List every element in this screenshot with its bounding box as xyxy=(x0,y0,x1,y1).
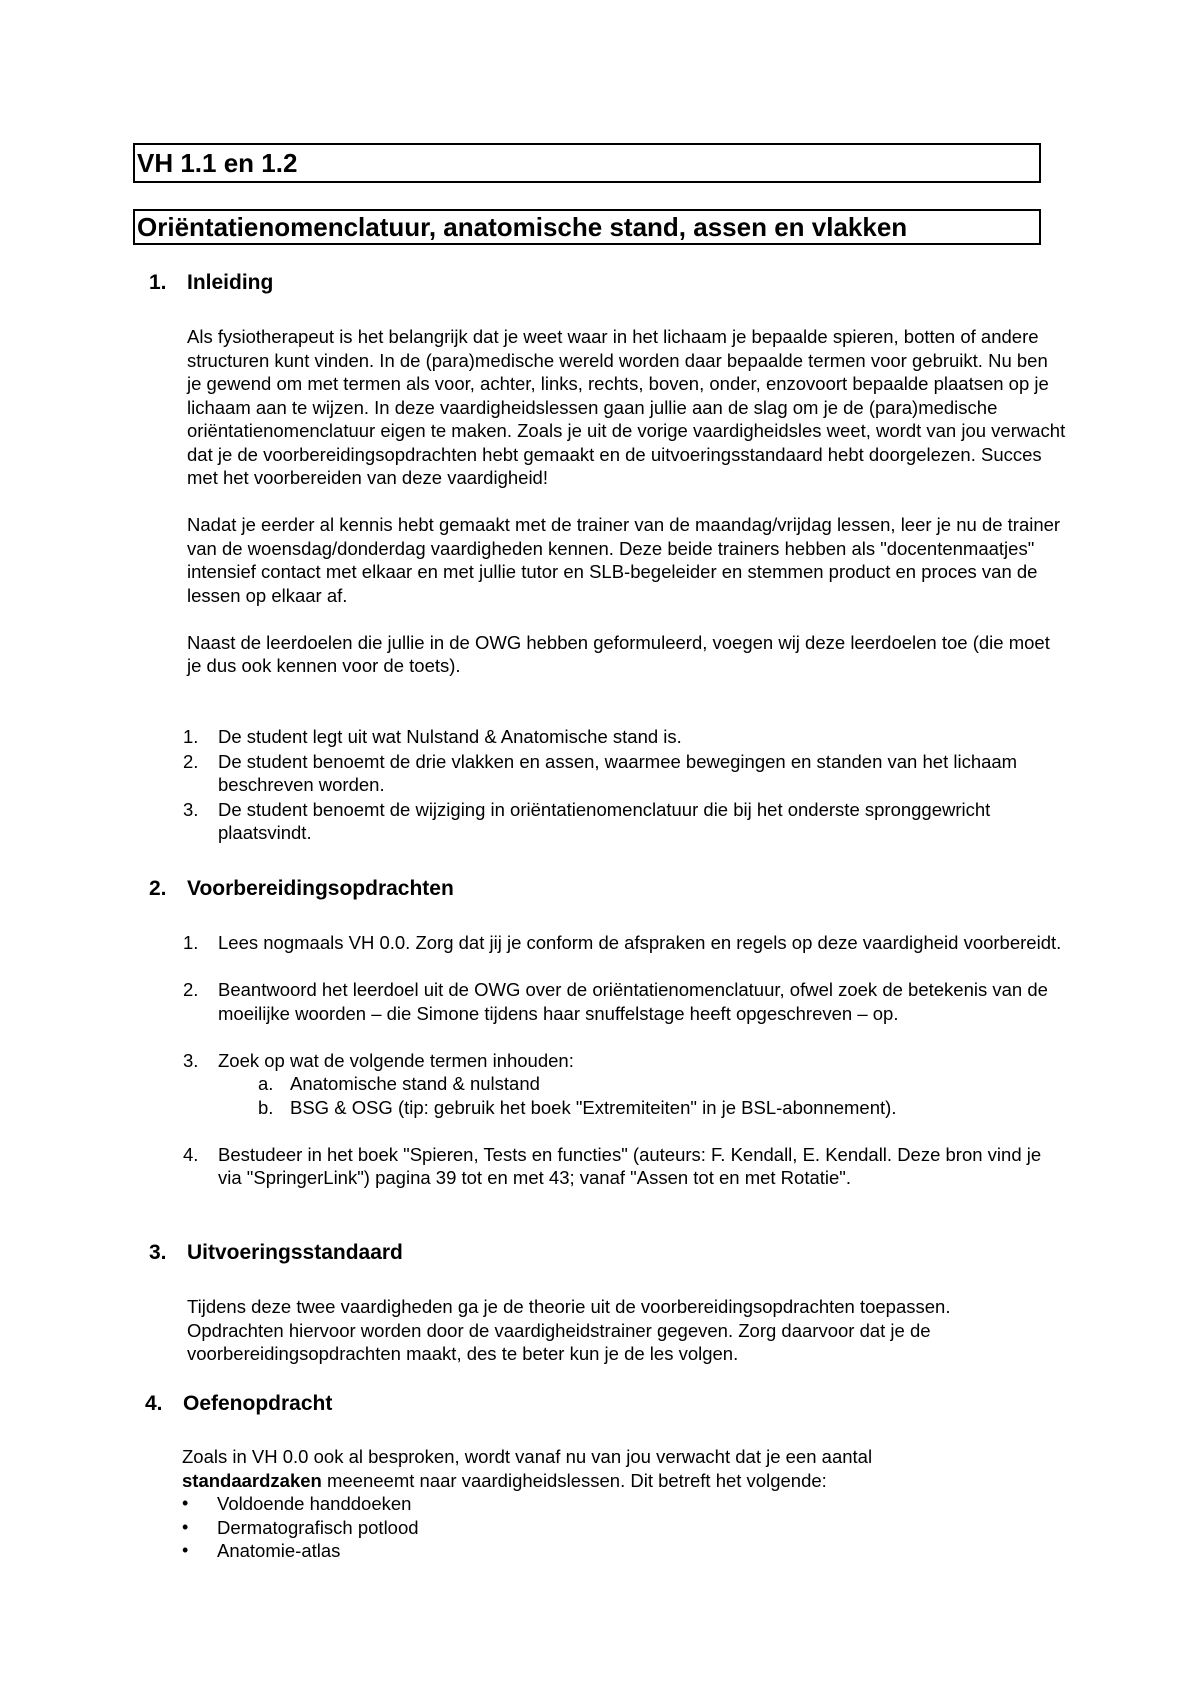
list-item: 3. De student benoemt de wijziging in oriëntatienomenclatuur die bij het onderste spronggewricht plaatsvindt. xyxy=(183,798,991,843)
document-title: VH 1.1 en 1.2 xyxy=(133,143,1041,183)
sub-list-item: a. Anatomische stand & nulstand xyxy=(258,1073,540,1094)
section-1-title: Inleiding xyxy=(187,271,274,294)
section-3-title: Uitvoeringsstandaard xyxy=(187,1241,403,1264)
list-item: 2. De student benoemt de drie vlakken en assen, waarmee bewegingen en standen van het lichaam beschreven worden. xyxy=(183,750,1018,795)
paragraph: Zoals in VH 0.0 ook al besproken, wordt vanaf nu van jou verwacht dat je een aantal standaardzaken meeneemt naar vaardigheidslessen. Dit betreft het volgende: xyxy=(182,1446,873,1491)
paragraph: Tijdens deze twee vaardigheden ga je de theorie uit de voorbereidingsopdrachten toepassen. Opdrachten hiervoor worden door de vaardigheidstrainer gegeven. Zorg daarvoor dat je de voorbereidingsopdrachten maakt, des te beter kun je de les volgen. xyxy=(187,1296,951,1364)
bullet-item: • Voldoende handdoeken xyxy=(182,1493,412,1514)
bullet-icon: • xyxy=(182,1493,189,1513)
section-1-heading xyxy=(149,270,274,296)
section-4-heading xyxy=(145,1391,333,1417)
paragraph: Als fysiotherapeut is het belangrijk dat je weet waar in het lichaam je bepaalde spieren, botten of andere structuren kunt vinden. In de (para)medische wereld worden daar bepaalde termen voor gebruikt. Nu ben je gewend om met termen als voor, achter, links, rechts, boven, onder, enzovoort bepaalde plaatsen op je lichaam aan te wijzen. In deze vaardigheidslessen gaan jullie aan de slag om je de (para)medische oriëntatienomenclatuur eigen te maken. Zoals je uit de vorige vaardigheidsles weet, wordt van jou verwacht dat je de voorbereidingsopdrachten hebt gemaakt en de uitvoeringsstandaard hebt doorgelezen. Succes met het voorbereiden van deze vaardigheid! xyxy=(187,326,1066,488)
section-4-title: Oefenopdracht xyxy=(183,1392,333,1415)
section-3-heading xyxy=(149,1240,403,1266)
list-item: 4. Bestudeer in het boek "Spieren, Tests en functies" (auteurs: F. Kendall, E. Kendall. Deze bron vind je via "SpringerLink") pagina 39 tot en met 43; vanaf "Assen tot en met Rotatie". xyxy=(183,1143,1042,1188)
preparation-list xyxy=(183,931,1063,1190)
section-4-number: 4. xyxy=(145,1392,163,1415)
list-item: 1. Lees nogmaals VH 0.0. Zorg dat jij je conform de afspraken en regels op deze vaardigheid voorbereidt. xyxy=(183,932,1062,953)
bullet-icon: • xyxy=(182,1540,189,1560)
section-2-number: 2. xyxy=(149,877,167,900)
sub-list xyxy=(218,1072,1063,1119)
standard-items-list xyxy=(180,1492,780,1563)
sub-list-item: b. BSG & OSG (tip: gebruik het boek "Extremiteiten" in je BSL-abonnement). xyxy=(258,1096,897,1118)
bullet-item: • Anatomie-atlas xyxy=(182,1540,341,1561)
section-2-title: Voorbereidingsopdrachten xyxy=(187,877,454,900)
paragraph: Naast de leerdoelen die jullie in de OWG hebben geformuleerd, voegen wij deze leerdoelen toe (die moet je dus ook kennen voor de toets). xyxy=(187,631,1050,676)
paragraph: Nadat je eerder al kennis hebt gemaakt met de trainer van de maandag/vrijdag lessen, leer je nu de trainer van de woensdag/donderdag vaardigheden kennen. Deze beide trainers hebben als "docentenmaatjes" intensief contact met elkaar en met jullie tutor en SLB-begeleider en stemmen product en proces van de lessen op elkaar af. xyxy=(187,514,1061,606)
bullet-item: • Dermatografisch potlood xyxy=(182,1516,419,1538)
document-subtitle: Oriëntatienomenclatuur, anatomische stand, assen en vlakken xyxy=(133,209,1041,245)
section-2-heading xyxy=(149,876,454,902)
section-1-number: 1. xyxy=(149,271,167,294)
list-item: 1. De student legt uit wat Nulstand & Anatomische stand is. xyxy=(183,726,682,747)
section-3-number: 3. xyxy=(149,1241,167,1264)
section-1-body xyxy=(187,325,1067,678)
list-item: 2. Beantwoord het leerdoel uit de OWG over de oriëntatienomenclatuur, ofwel zoek de betekenis van de moeilijke woorden – die Simone tijdens haar snuffelstage heeft opgeschreven – op. xyxy=(183,979,1048,1024)
learning-goals-list xyxy=(183,725,1078,845)
section-4-intro xyxy=(182,1445,1042,1492)
bold-term: standaardzaken xyxy=(182,1469,322,1491)
list-item: 3. Zoek op wat de volgende termen inhouden: a. Anatomische stand & nulstand b. BSG & OSG (tip: gebruik het boek "Extremiteiten" in je BSL-abonnement). xyxy=(183,1049,1063,1120)
bullet-icon: • xyxy=(182,1516,189,1537)
section-3-body xyxy=(187,1295,1047,1366)
